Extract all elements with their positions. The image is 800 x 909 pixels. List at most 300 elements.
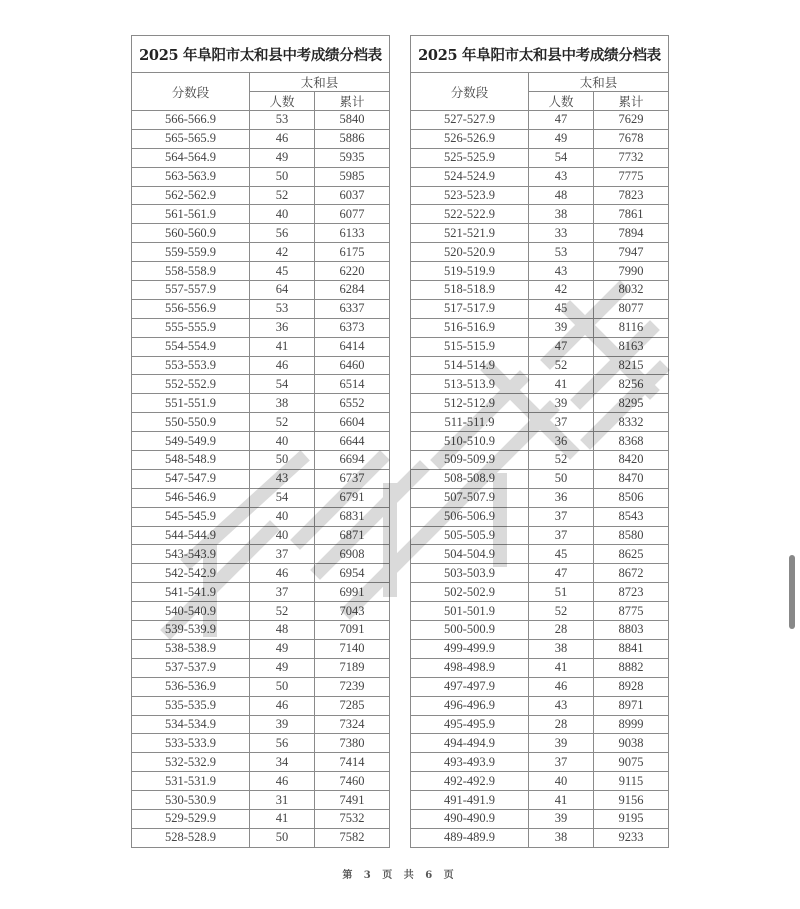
cell-cumulative: 5886 bbox=[315, 129, 390, 148]
cell-count: 36 bbox=[529, 488, 594, 507]
table-row bbox=[411, 621, 669, 640]
table-row bbox=[411, 658, 669, 677]
cell-count: 38 bbox=[529, 828, 594, 847]
table-row bbox=[411, 526, 669, 545]
cell-score-segment: 538-538.9 bbox=[132, 639, 250, 658]
table-row bbox=[132, 129, 390, 148]
cell-count: 52 bbox=[529, 451, 594, 470]
cell-score-segment: 497-497.9 bbox=[411, 677, 529, 696]
cell-count: 28 bbox=[529, 621, 594, 640]
cell-score-segment: 507-507.9 bbox=[411, 488, 529, 507]
table-row bbox=[132, 375, 390, 394]
table-row bbox=[411, 394, 669, 413]
cell-cumulative: 7582 bbox=[315, 828, 390, 847]
cell-score-segment: 540-540.9 bbox=[132, 602, 250, 621]
cell-count: 33 bbox=[529, 224, 594, 243]
cell-cumulative: 6954 bbox=[315, 564, 390, 583]
cell-count: 54 bbox=[250, 375, 315, 394]
table-row bbox=[132, 318, 390, 337]
cell-count: 49 bbox=[250, 639, 315, 658]
cell-cumulative: 8723 bbox=[594, 583, 669, 602]
cell-score-segment: 546-546.9 bbox=[132, 488, 250, 507]
score-table-left bbox=[131, 35, 390, 848]
cell-score-segment: 525-525.9 bbox=[411, 148, 529, 167]
cell-count: 31 bbox=[250, 791, 315, 810]
cell-count: 37 bbox=[529, 507, 594, 526]
cell-count: 49 bbox=[250, 658, 315, 677]
cell-score-segment: 560-560.9 bbox=[132, 224, 250, 243]
cell-score-segment: 539-539.9 bbox=[132, 621, 250, 640]
table-row bbox=[411, 413, 669, 432]
cell-cumulative: 9233 bbox=[594, 828, 669, 847]
cell-cumulative: 8928 bbox=[594, 677, 669, 696]
table-row bbox=[411, 564, 669, 583]
cell-score-segment: 516-516.9 bbox=[411, 318, 529, 337]
table-row bbox=[411, 753, 669, 772]
cell-count: 40 bbox=[250, 432, 315, 451]
cell-count: 52 bbox=[529, 356, 594, 375]
cell-score-segment: 547-547.9 bbox=[132, 469, 250, 488]
cell-count: 40 bbox=[250, 205, 315, 224]
cell-count: 36 bbox=[250, 318, 315, 337]
cell-score-segment: 515-515.9 bbox=[411, 337, 529, 356]
cell-cumulative: 6077 bbox=[315, 205, 390, 224]
table-row bbox=[132, 243, 390, 262]
table-row bbox=[411, 186, 669, 205]
table-row bbox=[411, 111, 669, 130]
cell-count: 37 bbox=[250, 583, 315, 602]
table-row bbox=[411, 243, 669, 262]
cell-count: 51 bbox=[529, 583, 594, 602]
table-row bbox=[132, 583, 390, 602]
cell-cumulative: 7285 bbox=[315, 696, 390, 715]
cell-cumulative: 8882 bbox=[594, 658, 669, 677]
cell-cumulative: 7990 bbox=[594, 262, 669, 281]
cell-cumulative: 8999 bbox=[594, 715, 669, 734]
table-row bbox=[411, 791, 669, 810]
cell-score-segment: 544-544.9 bbox=[132, 526, 250, 545]
cell-cumulative: 8470 bbox=[594, 469, 669, 488]
cell-count: 37 bbox=[529, 413, 594, 432]
cell-cumulative: 8332 bbox=[594, 413, 669, 432]
cell-score-segment: 523-523.9 bbox=[411, 186, 529, 205]
table-row bbox=[132, 772, 390, 791]
cell-cumulative: 6871 bbox=[315, 526, 390, 545]
cell-count: 46 bbox=[250, 356, 315, 375]
cell-score-segment: 505-505.9 bbox=[411, 526, 529, 545]
cell-count: 52 bbox=[250, 602, 315, 621]
cell-count: 53 bbox=[250, 111, 315, 130]
cell-count: 37 bbox=[250, 545, 315, 564]
cell-score-segment: 565-565.9 bbox=[132, 129, 250, 148]
cell-count: 47 bbox=[529, 564, 594, 583]
table-row bbox=[411, 545, 669, 564]
table-row bbox=[132, 394, 390, 413]
cell-count: 48 bbox=[250, 621, 315, 640]
table-row bbox=[132, 545, 390, 564]
cell-count: 41 bbox=[250, 809, 315, 828]
cell-cumulative: 6694 bbox=[315, 451, 390, 470]
table-row bbox=[411, 469, 669, 488]
cell-cumulative: 6908 bbox=[315, 545, 390, 564]
table-row bbox=[411, 828, 669, 847]
cell-count: 43 bbox=[529, 167, 594, 186]
cell-score-segment: 506-506.9 bbox=[411, 507, 529, 526]
cell-cumulative: 8116 bbox=[594, 318, 669, 337]
table-row bbox=[132, 809, 390, 828]
cell-count: 45 bbox=[529, 299, 594, 318]
cell-score-segment: 541-541.9 bbox=[132, 583, 250, 602]
table-row bbox=[132, 677, 390, 696]
header-score-segment: 分数段 bbox=[411, 73, 529, 111]
cell-count: 38 bbox=[529, 205, 594, 224]
cell-cumulative: 7861 bbox=[594, 205, 669, 224]
cell-count: 50 bbox=[250, 828, 315, 847]
table-row bbox=[132, 526, 390, 545]
cell-cumulative: 6284 bbox=[315, 281, 390, 300]
cell-count: 38 bbox=[250, 394, 315, 413]
cell-count: 50 bbox=[250, 451, 315, 470]
header-cumulative: 累计 bbox=[315, 92, 390, 111]
cell-score-segment: 555-555.9 bbox=[132, 318, 250, 337]
header-count: 人数 bbox=[529, 92, 594, 111]
table-row bbox=[411, 167, 669, 186]
cell-cumulative: 8580 bbox=[594, 526, 669, 545]
cell-cumulative: 7324 bbox=[315, 715, 390, 734]
cell-score-segment: 535-535.9 bbox=[132, 696, 250, 715]
cell-score-segment: 508-508.9 bbox=[411, 469, 529, 488]
table-row bbox=[132, 186, 390, 205]
header-score-segment: 分数段 bbox=[132, 73, 250, 111]
cell-cumulative: 6552 bbox=[315, 394, 390, 413]
cell-cumulative: 7043 bbox=[315, 602, 390, 621]
cell-cumulative: 6414 bbox=[315, 337, 390, 356]
cell-cumulative: 6831 bbox=[315, 507, 390, 526]
cell-count: 52 bbox=[250, 186, 315, 205]
table-row bbox=[411, 772, 669, 791]
table-row bbox=[132, 715, 390, 734]
table-row bbox=[132, 696, 390, 715]
table-row bbox=[411, 715, 669, 734]
cell-count: 47 bbox=[529, 337, 594, 356]
cell-score-segment: 542-542.9 bbox=[132, 564, 250, 583]
cell-cumulative: 9195 bbox=[594, 809, 669, 828]
cell-cumulative: 9075 bbox=[594, 753, 669, 772]
cell-cumulative: 7491 bbox=[315, 791, 390, 810]
cell-score-segment: 517-517.9 bbox=[411, 299, 529, 318]
cell-cumulative: 8256 bbox=[594, 375, 669, 394]
cell-count: 50 bbox=[250, 677, 315, 696]
cell-cumulative: 6373 bbox=[315, 318, 390, 337]
cell-score-segment: 558-558.9 bbox=[132, 262, 250, 281]
cell-cumulative: 7947 bbox=[594, 243, 669, 262]
cell-count: 47 bbox=[529, 111, 594, 130]
cell-count: 43 bbox=[250, 469, 315, 488]
cell-cumulative: 5935 bbox=[315, 148, 390, 167]
table-row bbox=[411, 602, 669, 621]
cell-score-segment: 512-512.9 bbox=[411, 394, 529, 413]
cell-cumulative: 7460 bbox=[315, 772, 390, 791]
cell-cumulative: 6460 bbox=[315, 356, 390, 375]
cell-count: 42 bbox=[529, 281, 594, 300]
cell-score-segment: 529-529.9 bbox=[132, 809, 250, 828]
cell-cumulative: 7678 bbox=[594, 129, 669, 148]
cell-count: 43 bbox=[529, 696, 594, 715]
cell-count: 46 bbox=[250, 772, 315, 791]
cell-count: 46 bbox=[250, 564, 315, 583]
table-row bbox=[132, 167, 390, 186]
cell-count: 36 bbox=[529, 432, 594, 451]
table-title: 2025 年阜阳市太和县中考成绩分档表 bbox=[132, 36, 390, 73]
table-row bbox=[132, 356, 390, 375]
cell-score-segment: 490-490.9 bbox=[411, 809, 529, 828]
cell-count: 64 bbox=[250, 281, 315, 300]
cell-cumulative: 8543 bbox=[594, 507, 669, 526]
cell-count: 49 bbox=[529, 129, 594, 148]
cell-cumulative: 8295 bbox=[594, 394, 669, 413]
cell-cumulative: 7894 bbox=[594, 224, 669, 243]
cell-score-segment: 493-493.9 bbox=[411, 753, 529, 772]
cell-cumulative: 6175 bbox=[315, 243, 390, 262]
cell-score-segment: 514-514.9 bbox=[411, 356, 529, 375]
cell-cumulative: 7732 bbox=[594, 148, 669, 167]
cell-score-segment: 519-519.9 bbox=[411, 262, 529, 281]
cell-cumulative: 6644 bbox=[315, 432, 390, 451]
cell-score-segment: 521-521.9 bbox=[411, 224, 529, 243]
cell-count: 28 bbox=[529, 715, 594, 734]
cell-count: 53 bbox=[250, 299, 315, 318]
cell-score-segment: 494-494.9 bbox=[411, 734, 529, 753]
table-row bbox=[411, 375, 669, 394]
header-region: 太和县 bbox=[529, 73, 669, 92]
cell-count: 39 bbox=[529, 734, 594, 753]
cell-count: 50 bbox=[250, 167, 315, 186]
cell-score-segment: 533-533.9 bbox=[132, 734, 250, 753]
cell-score-segment: 518-518.9 bbox=[411, 281, 529, 300]
cell-count: 56 bbox=[250, 224, 315, 243]
table-row bbox=[132, 469, 390, 488]
cell-score-segment: 557-557.9 bbox=[132, 281, 250, 300]
table-row bbox=[411, 318, 669, 337]
cell-score-segment: 553-553.9 bbox=[132, 356, 250, 375]
cell-score-segment: 498-498.9 bbox=[411, 658, 529, 677]
cell-cumulative: 8163 bbox=[594, 337, 669, 356]
cell-cumulative: 7189 bbox=[315, 658, 390, 677]
cell-score-segment: 528-528.9 bbox=[132, 828, 250, 847]
cell-count: 54 bbox=[529, 148, 594, 167]
cell-score-segment: 537-537.9 bbox=[132, 658, 250, 677]
table-row bbox=[411, 488, 669, 507]
table-row bbox=[132, 564, 390, 583]
header-region: 太和县 bbox=[250, 73, 390, 92]
cell-cumulative: 7140 bbox=[315, 639, 390, 658]
table-row bbox=[411, 734, 669, 753]
cell-cumulative: 8803 bbox=[594, 621, 669, 640]
table-row bbox=[132, 432, 390, 451]
scrollbar-thumb[interactable] bbox=[789, 555, 795, 629]
header-count: 人数 bbox=[250, 92, 315, 111]
table-row bbox=[411, 148, 669, 167]
cell-score-segment: 527-527.9 bbox=[411, 111, 529, 130]
cell-score-segment: 526-526.9 bbox=[411, 129, 529, 148]
table-row bbox=[411, 507, 669, 526]
cell-cumulative: 9156 bbox=[594, 791, 669, 810]
cell-cumulative: 7823 bbox=[594, 186, 669, 205]
cell-count: 40 bbox=[529, 772, 594, 791]
cell-cumulative: 9115 bbox=[594, 772, 669, 791]
cell-count: 54 bbox=[250, 488, 315, 507]
cell-cumulative: 8077 bbox=[594, 299, 669, 318]
cell-score-segment: 510-510.9 bbox=[411, 432, 529, 451]
cell-score-segment: 522-522.9 bbox=[411, 205, 529, 224]
cell-count: 39 bbox=[529, 809, 594, 828]
cell-score-segment: 509-509.9 bbox=[411, 451, 529, 470]
cell-score-segment: 554-554.9 bbox=[132, 337, 250, 356]
table-row bbox=[411, 639, 669, 658]
table-row bbox=[132, 111, 390, 130]
cell-score-segment: 562-562.9 bbox=[132, 186, 250, 205]
cell-count: 52 bbox=[529, 602, 594, 621]
cell-cumulative: 8971 bbox=[594, 696, 669, 715]
cell-count: 52 bbox=[250, 413, 315, 432]
cell-count: 41 bbox=[250, 337, 315, 356]
cell-count: 41 bbox=[529, 658, 594, 677]
table-row bbox=[411, 809, 669, 828]
cell-cumulative: 6791 bbox=[315, 488, 390, 507]
cell-cumulative: 8625 bbox=[594, 545, 669, 564]
cell-count: 37 bbox=[529, 526, 594, 545]
cell-score-segment: 500-500.9 bbox=[411, 621, 529, 640]
cell-count: 37 bbox=[529, 753, 594, 772]
table-row bbox=[132, 262, 390, 281]
table-row bbox=[132, 488, 390, 507]
cell-score-segment: 564-564.9 bbox=[132, 148, 250, 167]
cell-count: 39 bbox=[250, 715, 315, 734]
table-row bbox=[132, 281, 390, 300]
cell-cumulative: 9038 bbox=[594, 734, 669, 753]
cell-score-segment: 563-563.9 bbox=[132, 167, 250, 186]
cell-score-segment: 503-503.9 bbox=[411, 564, 529, 583]
cell-cumulative: 7091 bbox=[315, 621, 390, 640]
cell-count: 56 bbox=[250, 734, 315, 753]
cell-score-segment: 513-513.9 bbox=[411, 375, 529, 394]
cell-score-segment: 532-532.9 bbox=[132, 753, 250, 772]
cell-cumulative: 8215 bbox=[594, 356, 669, 375]
table-row bbox=[132, 507, 390, 526]
cell-count: 53 bbox=[529, 243, 594, 262]
table-row bbox=[132, 828, 390, 847]
cell-score-segment: 534-534.9 bbox=[132, 715, 250, 734]
cell-cumulative: 8032 bbox=[594, 281, 669, 300]
table-row bbox=[132, 224, 390, 243]
cell-count: 39 bbox=[529, 394, 594, 413]
cell-score-segment: 492-492.9 bbox=[411, 772, 529, 791]
cell-count: 46 bbox=[250, 129, 315, 148]
table-row bbox=[411, 299, 669, 318]
cell-cumulative: 8775 bbox=[594, 602, 669, 621]
table-row bbox=[411, 262, 669, 281]
table-row bbox=[132, 148, 390, 167]
table-row bbox=[132, 658, 390, 677]
table-row bbox=[411, 356, 669, 375]
table-row bbox=[132, 413, 390, 432]
table-body bbox=[411, 111, 669, 848]
cell-score-segment: 551-551.9 bbox=[132, 394, 250, 413]
cell-cumulative: 7239 bbox=[315, 677, 390, 696]
table-row bbox=[411, 281, 669, 300]
cell-cumulative: 6514 bbox=[315, 375, 390, 394]
cell-score-segment: 501-501.9 bbox=[411, 602, 529, 621]
cell-cumulative: 8506 bbox=[594, 488, 669, 507]
cell-cumulative: 5840 bbox=[315, 111, 390, 130]
table-row bbox=[132, 337, 390, 356]
table-row bbox=[411, 696, 669, 715]
table-row bbox=[132, 753, 390, 772]
cell-score-segment: 552-552.9 bbox=[132, 375, 250, 394]
cell-cumulative: 6037 bbox=[315, 186, 390, 205]
table-row bbox=[411, 224, 669, 243]
cell-count: 46 bbox=[529, 677, 594, 696]
table-row bbox=[411, 205, 669, 224]
cell-score-segment: 495-495.9 bbox=[411, 715, 529, 734]
cell-count: 34 bbox=[250, 753, 315, 772]
cell-score-segment: 545-545.9 bbox=[132, 507, 250, 526]
cell-count: 48 bbox=[529, 186, 594, 205]
cell-score-segment: 543-543.9 bbox=[132, 545, 250, 564]
cell-score-segment: 566-566.9 bbox=[132, 111, 250, 130]
cell-cumulative: 6220 bbox=[315, 262, 390, 281]
score-table-right bbox=[410, 35, 669, 848]
cell-cumulative: 7629 bbox=[594, 111, 669, 130]
cell-cumulative: 7380 bbox=[315, 734, 390, 753]
header-cumulative: 累计 bbox=[594, 92, 669, 111]
cell-cumulative: 6737 bbox=[315, 469, 390, 488]
cell-cumulative: 7414 bbox=[315, 753, 390, 772]
cell-cumulative: 6604 bbox=[315, 413, 390, 432]
cell-count: 43 bbox=[529, 262, 594, 281]
table-body bbox=[132, 111, 390, 848]
cell-cumulative: 8672 bbox=[594, 564, 669, 583]
cell-cumulative: 6133 bbox=[315, 224, 390, 243]
table-row bbox=[132, 602, 390, 621]
table-row bbox=[411, 432, 669, 451]
table-row bbox=[132, 205, 390, 224]
cell-score-segment: 491-491.9 bbox=[411, 791, 529, 810]
cell-cumulative: 7775 bbox=[594, 167, 669, 186]
cell-count: 41 bbox=[529, 791, 594, 810]
table-row bbox=[411, 451, 669, 470]
cell-score-segment: 556-556.9 bbox=[132, 299, 250, 318]
cell-score-segment: 524-524.9 bbox=[411, 167, 529, 186]
cell-score-segment: 549-549.9 bbox=[132, 432, 250, 451]
table-row bbox=[411, 677, 669, 696]
cell-score-segment: 496-496.9 bbox=[411, 696, 529, 715]
cell-score-segment: 536-536.9 bbox=[132, 677, 250, 696]
cell-cumulative: 8841 bbox=[594, 639, 669, 658]
cell-count: 49 bbox=[250, 148, 315, 167]
cell-cumulative: 6991 bbox=[315, 583, 390, 602]
cell-score-segment: 504-504.9 bbox=[411, 545, 529, 564]
table-row bbox=[132, 451, 390, 470]
table-row bbox=[132, 734, 390, 753]
cell-cumulative: 8368 bbox=[594, 432, 669, 451]
cell-score-segment: 511-511.9 bbox=[411, 413, 529, 432]
cell-count: 41 bbox=[529, 375, 594, 394]
cell-count: 50 bbox=[529, 469, 594, 488]
cell-cumulative: 7532 bbox=[315, 809, 390, 828]
cell-count: 42 bbox=[250, 243, 315, 262]
table-row bbox=[132, 621, 390, 640]
